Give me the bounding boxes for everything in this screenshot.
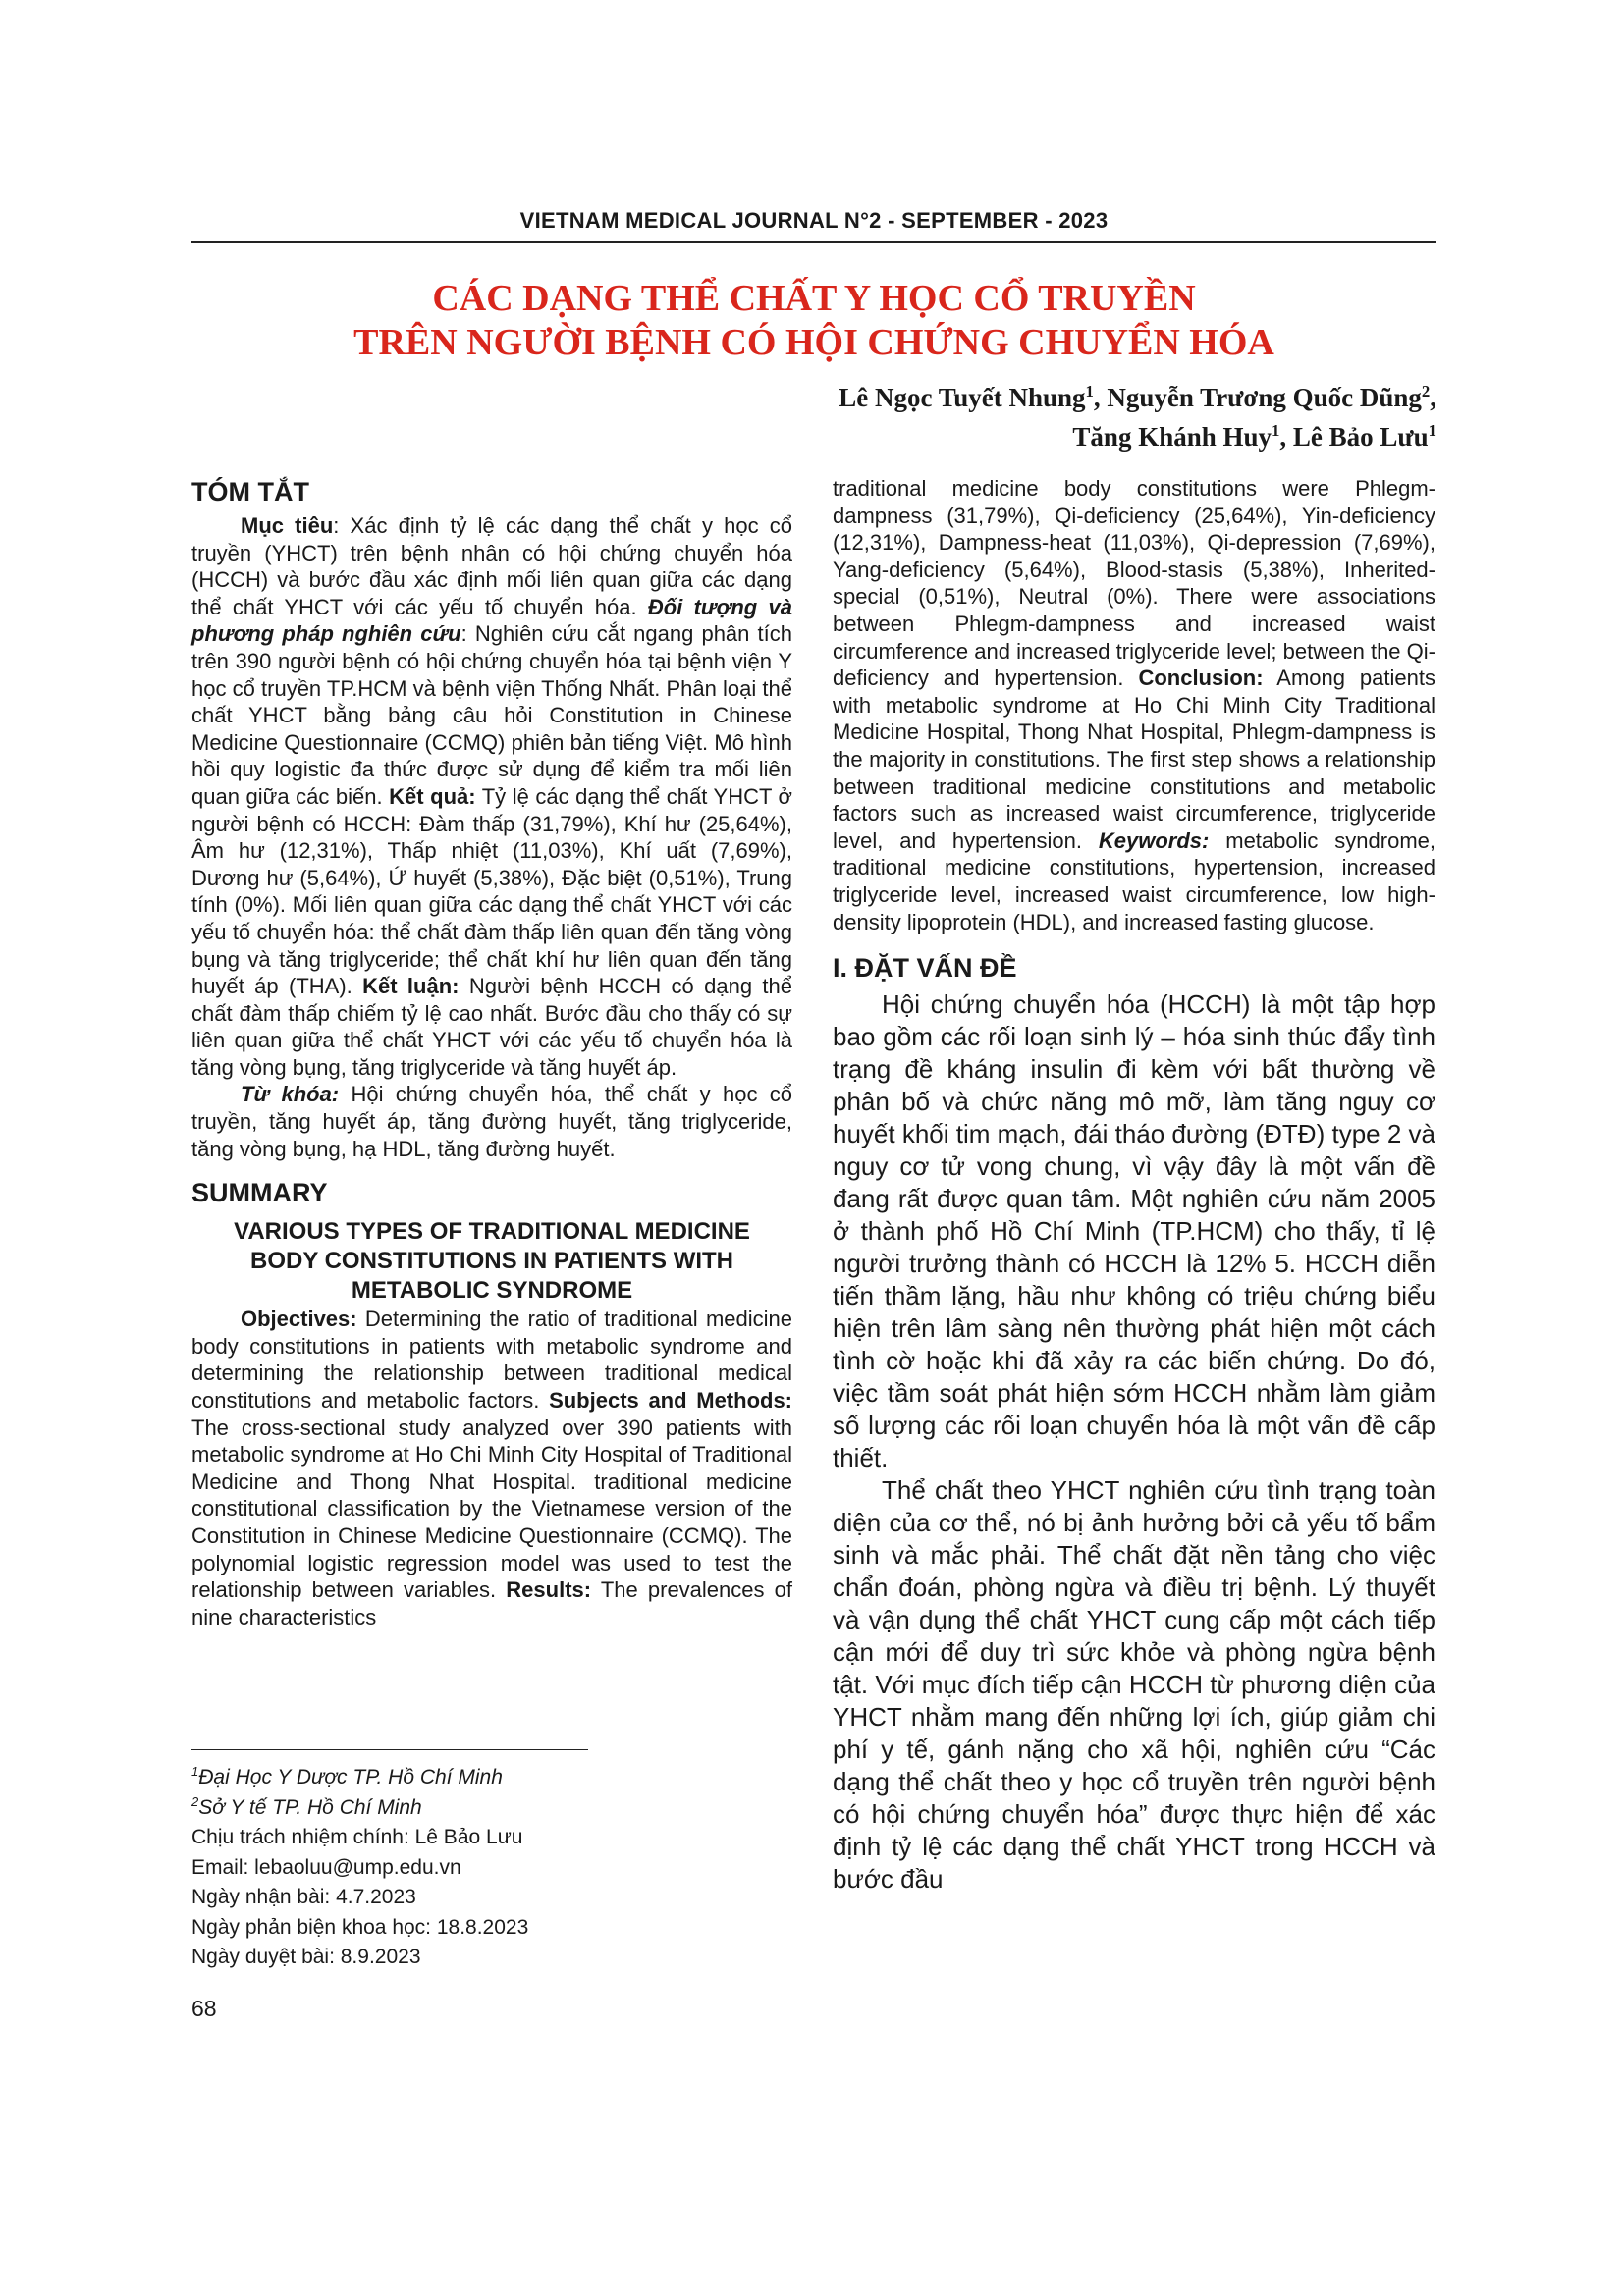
abstract-en-paragraph-right: [833, 475, 1435, 935]
date-accepted: Ngày duyệt bài: 8.9.2023: [191, 1946, 421, 1968]
author-name: Nguyễn Trương Quốc Dũng: [1107, 383, 1422, 412]
keywords-vi-text: Hội chứng chuyển hóa, thể chất y học cổ truyền, tăng huyết áp, tăng đường huyết, tăng triglyceride, tăng vòng bụng, hạ HDL, tăng đường huyết.: [191, 1082, 792, 1161]
keywords-vi-paragraph: [191, 1081, 792, 1162]
objectives-label: Objectives:: [241, 1307, 357, 1332]
author-line-1: Lê Ngọc Tuyết Nhung$^1$, Nguyễn Trương Quốc Dũng$^2$,: [839, 382, 1436, 412]
keywords-en-label: Keywords:: [1098, 828, 1210, 853]
subjects-methods-text: The cross-sectional study analyzed over 390 patients with metabolic syndrome at Ho Chi Minh City Hospital of Traditional Medicine and Thong Nhat Hospital. traditional medicine constitutional classification by the Vietnamese version of the Constitution in Chinese Medicine Questionnaire (CCMQ). The polynomial logistic regression model was used to test the relationship between variables.: [191, 1415, 792, 1603]
footnote-rule: [191, 1749, 588, 1750]
page-number: 68: [191, 1996, 217, 2021]
affiliation-text: Đại Học Y Dược TP. Hồ Chí Minh: [198, 1766, 503, 1789]
journal-header: VIETNAM MEDICAL JOURNAL N°2 - SEPTEMBER - 2023: [519, 208, 1109, 233]
results-en-label: Results:: [506, 1577, 592, 1603]
footnote-mark: 2: [191, 1793, 199, 1809]
author-affiliation-mark: 1: [1085, 382, 1094, 400]
results-en-text-right: traditional medicine body constitutions were Phlegm-dampness (31,79%), Qi-deficiency (25,64%), Yin-deficiency (12,31%), Dampness-heat (11,03%), Qi-depression (7,69%), Yang-deficiency (5,64%), Blood-stasis (5,38%), Inherited-special (0,51%), Neutral (0%). There were associations between Phlegm-dampness and increased waist circumference and increased triglyceride level; between the Qi-deficiency and hypertension.: [833, 476, 1435, 691]
objective-label: Mục tiêu: [241, 513, 334, 538]
author-affiliation-mark: 1: [1428, 421, 1436, 440]
article-title-line-1: CÁC DẠNG THỂ CHẤT Y HỌC CỔ TRUYỀN: [432, 278, 1196, 319]
right-column: [833, 475, 1435, 1896]
conclusion-text: Người bệnh HCCH có dạng thể chất đàm thấp chiếm tỷ lệ cao nhất. Bước đầu cho thấy có sự liên quan giữa thể chất YHCT với các yếu tố chuyển hóa là tăng vòng bụng, tăng triglyceride và tăng huyết áp.: [191, 974, 793, 1080]
author-name: Lê Ngọc Tuyết Nhung: [839, 383, 1086, 412]
abstract-en-paragraph-left: [191, 1306, 792, 1630]
conclusion-en-label: Conclusion:: [1138, 666, 1264, 691]
conclusion-label: Kết luận:: [362, 974, 460, 999]
intro-paragraph-2: Thể chất theo YHCT nghiên cứu tình trạng toàn diện của cơ thể, nó bị ảnh hưởng bởi cả yếu tố bẩm sinh và mắc phải. Thể chất đặt nền tảng cho việc chẩn đoán, phòng ngừa và điều trị bệnh. Lý thuyết và vận dụng thể chất YHCT cung cấp một cách tiếp cận mới để duy trì sức khỏe và phòng ngừa bệnh tật. Với mục đích tiếp cận HCCH từ phương diện của YHCT nhằm mang đến những lợi ích, giúp giảm chi phí y tế, gánh nặng cho xã hội, nghiên cứu “Các dạng thể chất theo y học cổ truyền trên người bệnh có hội chứng chuyển hóa” được thực hiện để xác định tỷ lệ các dạng thể chất YHCT trong HCCH và bước đầu: [833, 1475, 1435, 1895]
footnote-affiliation-1: [191, 1763, 792, 1793]
footnotes: [191, 1763, 792, 1973]
english-title: VARIOUS TYPES OF TRADITIONAL MEDICINE BODY CONSTITUTIONS IN PATIENTS WITH METABOLIC SYNDROME: [234, 1218, 750, 1305]
author-affiliation-mark: 2: [1421, 382, 1431, 400]
date-reviewed: Ngày phản biện khoa học: 18.8.2023: [191, 1915, 529, 1939]
results-label: Kết quả:: [389, 783, 476, 809]
intro-paragraph-1: Hội chứng chuyển hóa (HCCH) là một tập hợp bao gồm các rối loạn sinh lý – hóa sinh thúc đẩy tình trạng đề kháng insulin đi kèm với bất thường về phân bố và chức năng mô mỡ, làm tăng nguy cơ huyết khối tim mạch, đái tháo đường (ĐTĐ) type 2 và nguy cơ tử vong chung, vì vậy đây là một vấn đề đang rất được quan tâm. Một nghiên cứu năm 2005 ở thành phố Hồ Chí Minh (TP.HCM) cho thấy, tỉ lệ người trưởng thành có HCCH là 12% 5. HCCH diễn tiến thầm lặng, hầu như không có triệu chứng biểu hiện trên lâm sàng nên thường phát hiện một cách tình cờ hoặc khi đã xảy ra các biến chứng. Do đó, việc tầm soát phát hiện sớm HCCH nhằm làm giảm số lượng các rối loạn chuyển hóa là một vấn đề cấp thiết.: [833, 989, 1435, 1473]
intro-body: [833, 988, 1435, 1896]
subjects-methods-label: Subjects and Methods:: [549, 1388, 793, 1414]
methods-text: : Nghiên cứu cắt ngang phân tích trên 390 người bệnh có hội chứng chuyển hóa tại bệnh viện Y học cổ truyền TP.HCM và bệnh viện Thống Nhất. Phân loại thể chất YHCT bằng bảng câu hỏi Constitution in Chinese Medicine Questionnaire (CCMQ) phiên bản tiếng Việt. Mô hình hồi quy logistic đa thức được sử dụng để kiểm tra mối liên quan giữa các biến.: [191, 621, 792, 809]
left-column: [191, 475, 792, 1630]
results-en-text-left: The prevalences of nine characteristics: [191, 1577, 793, 1629]
results-text: Tỷ lệ các dạng thể chất YHCT ở người bệnh có HCCH: Đàm thấp (31,79%), Khí hư (25,64%), Âm hư (12,31%), Thấp nhiệt (11,03%), Khí uất (7,69%), Dương hư (5,64%), Ứ huyết (5,38%), Đặc biệt (0,51%), Trung tính (0%). Mối liên quan giữa các dạng thể chất YHCT với các yếu tố chuyển hóa: thể chất đàm thấp liên quan đến tăng vòng bụng và tăng triglyceride; thể chất khí hư liên quan đến tăng huyết áp (THA).: [191, 783, 792, 999]
header-rule: [191, 241, 1436, 243]
footnote-mark: 1: [191, 1764, 199, 1779]
intro-heading: I. ĐẶT VẤN ĐỀ: [833, 953, 1017, 984]
footnote-affiliation-2: [191, 1793, 792, 1824]
author-affiliation-mark: 1: [1272, 421, 1280, 440]
conclusion-en-text: Among patients with metabolic syndrome at Ho Chi Minh City Traditional Medicine Hospital, Thong Nhat Hospital, Phlegm-dampness is the majority in constitutions. The first step shows a relationship between traditional medicine constitutions and metabolic factors such as increased waist circumference, triglyceride level, and hypertension.: [833, 666, 1435, 853]
author-line-2: Tăng Khánh Huy$^1$, Lê Bảo Lưu$^1$: [1072, 421, 1436, 452]
abstract-vi-paragraph: [191, 512, 792, 1081]
keywords-en-text: metabolic syndrome, traditional medicine constitutions, hypertension, increased triglyceride level, increased waist circumference, low high-density lipoprotein (HDL), and increased fasting glucose.: [833, 828, 1435, 934]
author-name: Lê Bảo Lưu: [1292, 422, 1429, 452]
contact-email: Email: lebaoluu@ump.edu.vn: [191, 1855, 461, 1879]
responsible-author: Chịu trách nhiệm chính: Lê Bảo Lưu: [191, 1826, 523, 1848]
date-received: Ngày nhận bài: 4.7.2023: [191, 1886, 416, 1908]
article-title-line-2: TRÊN NGƯỜI BỆNH CÓ HỘI CHỨNG CHUYỂN HÓA: [353, 322, 1274, 363]
keywords-vi-label: Từ khóa:: [241, 1082, 340, 1107]
author-name: Tăng Khánh Huy: [1072, 422, 1272, 452]
objective-text: : Xác định tỷ lệ các dạng thể chất y học cổ truyền (YHCT) trên bệnh nhân có hội chứng chuyển hóa (HCCH) và bước đầu xác định mối liên quan giữa các dạng thể chất YHCT với các yếu tố chuyển hóa.: [191, 513, 792, 619]
summary-heading: SUMMARY: [191, 1178, 328, 1208]
methods-label: Đối tượng và phương pháp nghiên cứu: [191, 594, 792, 647]
abstract-vi-heading: TÓM TẮT: [191, 477, 309, 507]
objectives-text: Determining the ratio of traditional medicine body constitutions in patients with metabolic syndrome and determining the relationship between traditional medical constitutions and metabolic factors.: [191, 1307, 792, 1414]
affiliation-text: Sở Y tế TP. Hồ Chí Minh: [198, 1795, 422, 1819]
